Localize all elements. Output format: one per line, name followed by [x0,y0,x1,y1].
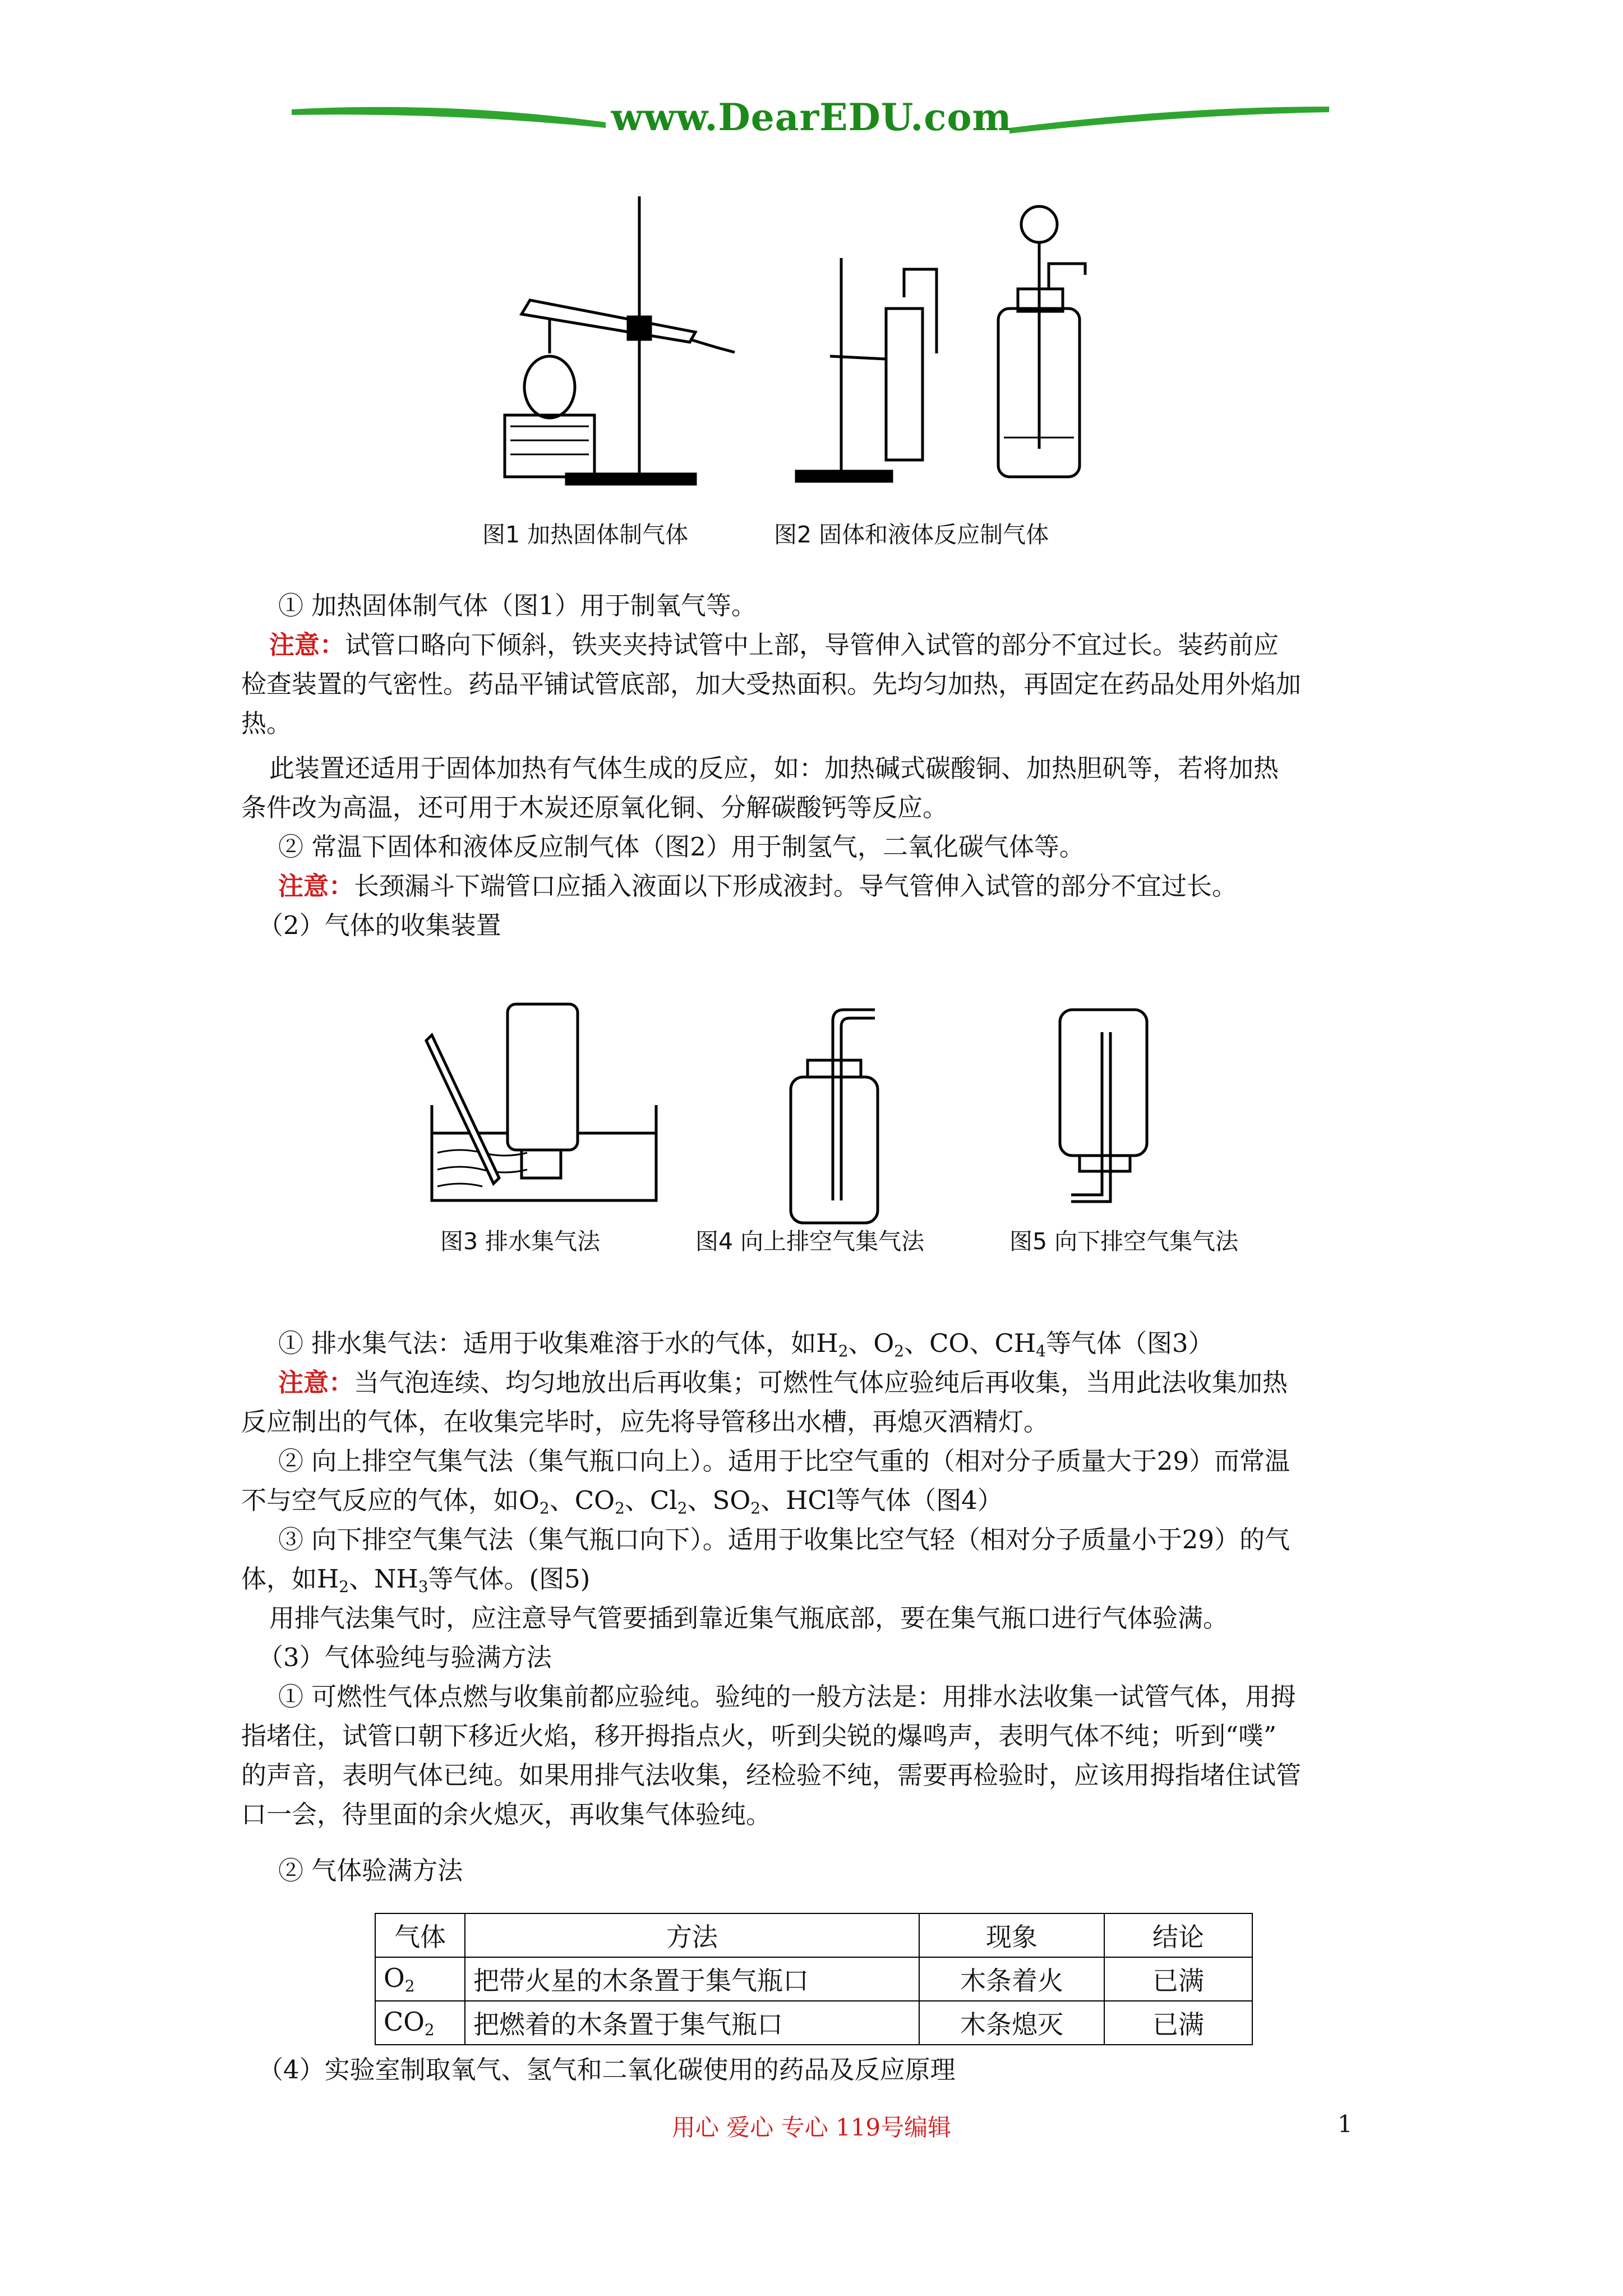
section-heading-2: （2）气体的收集装置 [258,910,501,940]
para-line-21: 的声音，表明气体已纯。如果用排气法收集，经检验不纯，需要再检验时，应该用拇指堵住试管 [241,1760,1302,1790]
para-line-6: 条件改为高温，还可用于木炭还原氧化铜、分解碳酸钙等反应。 [241,793,948,822]
site-logo-text: www.DearEDU.com [611,95,1012,139]
table-header-cell: 结论 [1104,1913,1252,1957]
table-cell-phenomenon: 木条熄灭 [919,2001,1104,2045]
para-line-10: ① 排水集气法：适用于收集难溶于水的气体，如$H_2$、$O_2$、CO、$CH_4$等气体（图3） [278,1328,1214,1360]
para-line-11: 注意：当气泡连续、均匀地放出后再收集；可燃性气体应验纯后再收集，当用此法收集加热 [278,1368,1288,1397]
para-line-8: 注意：长颈漏斗下端管口应插入液面以下形成液封。导气管伸入试管的部分不宜过长。 [278,871,1238,901]
note-label: 注意： [278,871,354,901]
para-line-16: 体，如$H_2$、$NH_3$等气体。(图5) [241,1564,591,1596]
figure-1-2-apparatus [482,185,1155,544]
footer-text: 用心 爱心 专心 119号编辑 [671,2114,952,2141]
table-row [375,2001,1252,2045]
figure-3-4-5-apparatus [415,999,1211,1245]
table-cell-gas: $CO_2$ [375,2001,465,2045]
table-cell-conclusion: 已满 [1104,1957,1252,2001]
gas-check-table [375,1913,1253,2045]
note-label: 注意： [269,630,345,660]
section-heading-3: （3）气体验纯与验满方法 [258,1642,552,1672]
para-line-5: 此装置还适用于固体加热有气体生成的反应，如：加热碱式碳酸铜、加热胆矾等，若将加热 [269,753,1279,783]
para-line-7: ② 常温下固体和液体反应制气体（图2）用于制氢气，二氧化碳气体等。 [278,832,1085,862]
table-cell-gas: $O_2$ [375,1957,465,2001]
para-line-17: 用排气法集气时，应注意导气管要插到靠近集气瓶底部，要在集气瓶口进行气体验满。 [269,1603,1229,1633]
table-cell-conclusion: 已满 [1104,2001,1252,2045]
table-header-cell: 气体 [375,1913,465,1957]
figure-3-caption: 图3 排水集气法 [440,1228,601,1255]
para-line-3: 检查装置的气密性。药品平铺试管底部，加大受热面积。先均匀加热，再固定在药品处用外焰加 [241,669,1302,699]
para-line-15: ③ 向下排空气集气法（集气瓶口向下）。适用于收集比空气轻（相对分子质量小于29）的气 [278,1525,1290,1554]
section-heading-4: （4）实验室制取氧气、氢气和二氧化碳使用的药品及反应原理 [258,2055,956,2085]
table-header-row [375,1913,1252,1957]
table-cell-method: 把带火星的木条置于集气瓶口 [465,1957,919,2001]
page-number: 1 [1338,2110,1353,2138]
note-label: 注意： [278,1368,354,1397]
table-header-cell: 方法 [465,1913,919,1957]
table-cell-phenomenon: 木条着火 [919,1957,1104,2001]
para-line-14: 不与空气反应的气体，如$O_2$、$CO_2$、$Cl_2$、$SO_2$、HCl等气体（图4） [241,1485,1003,1517]
para-line-20: 指堵住，试管口朝下移近火焰，移开拇指点火，听到尖锐的爆鸣声，表明气体不纯；听到“噗” [241,1721,1277,1751]
figure-5-caption: 图5 向下排空气集气法 [1009,1228,1239,1255]
figure-4-caption: 图4 向上排空气集气法 [695,1228,925,1255]
para-line-2: 注意：试管口略向下倾斜，铁夹夹持试管中上部，导管伸入试管的部分不宜过长。装药前应 [269,630,1279,660]
para-line-22: 口一会，待里面的余火熄灭，再收集气体验纯。 [241,1800,772,1829]
figure-2-caption: 图2 固体和液体反应制气体 [774,521,1049,548]
table-row [375,1957,1252,2001]
para-line-23: ② 气体验满方法 [278,1856,463,1885]
para-line-1: ① 加热固体制气体（图1）用于制氧气等。 [278,591,757,620]
para-line-13: ② 向上排空气集气法（集气瓶口向上）。适用于比空气重的（相对分子质量大于29）而常温 [278,1446,1290,1476]
para-line-12: 反应制出的气体，在收集完毕时，应先将导管移出水槽，再熄灭酒精灯。 [241,1407,1049,1437]
table-cell-method: 把燃着的木条置于集气瓶口 [465,2001,919,2045]
figure-1-caption: 图1 加热固体制气体 [482,521,689,548]
table-header-cell: 现象 [919,1913,1104,1957]
para-line-4: 热。 [241,708,292,738]
para-line-19: ① 可燃性气体点燃与收集前都应验纯。验纯的一般方法是：用排水法收集一试管气体，用拇 [278,1682,1296,1711]
